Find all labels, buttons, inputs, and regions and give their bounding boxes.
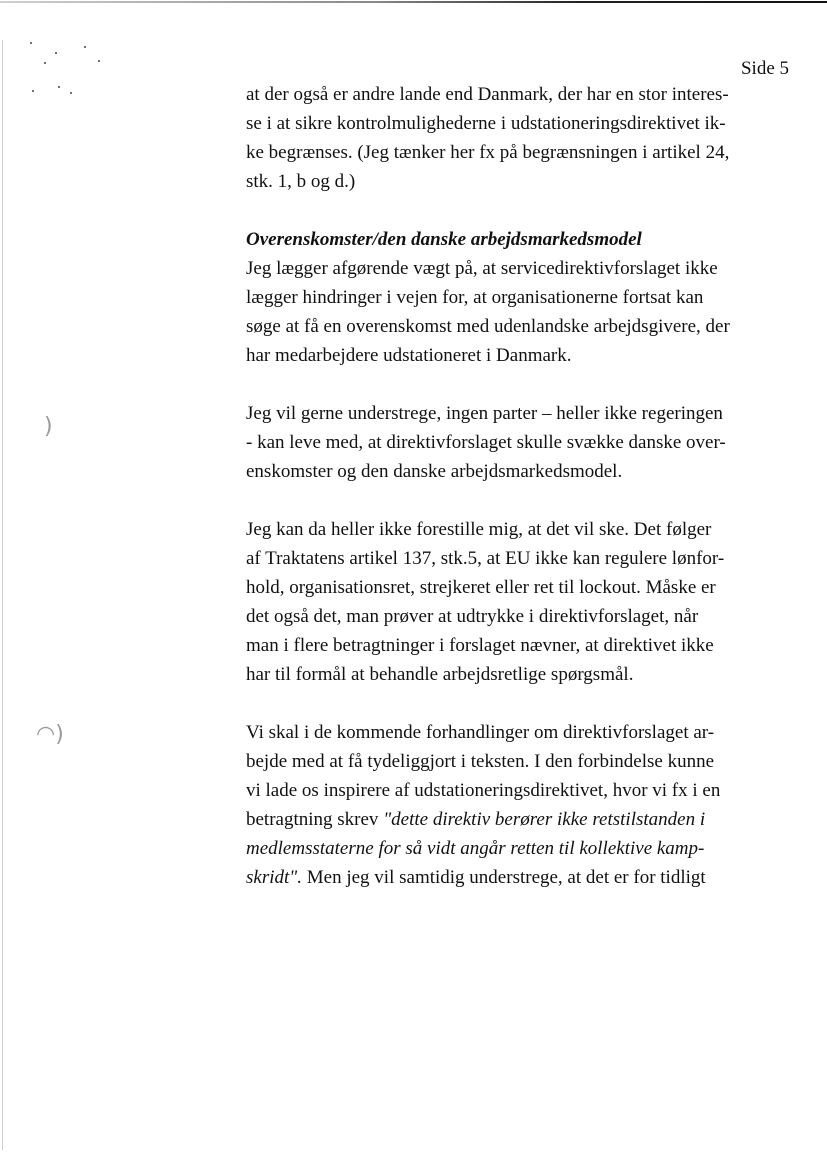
text-line: har medarbejdere udstationeret i Danmark.: [246, 345, 572, 366]
scan-speck: [30, 42, 32, 44]
document-body: [246, 80, 794, 892]
scan-speck: [70, 92, 72, 94]
scan-speck: [58, 86, 60, 88]
page-number: Side 5: [740, 58, 789, 79]
text-line: se i at sikre kontrolmulighederne i udstationeringsdirektivet ik-: [246, 113, 726, 134]
text-line: - kan leve med, at direktivforslaget skulle svække danske over-: [246, 432, 726, 453]
paragraph-gap: [246, 196, 794, 225]
paragraph-forhandlinger: [246, 718, 794, 892]
text-line: bejde med at få tydeliggjort i teksten. I den forbindelse kunne: [246, 751, 714, 772]
text-line: hold, organisationsret, strejkeret eller ret til lockout. Måske er: [246, 577, 716, 598]
text-line: at der også er andre lande end Danmark, der har en stor interes-: [246, 84, 729, 105]
paragraph-gap: [246, 689, 794, 718]
text-run: Men jeg vil samtidig understrege, at det er for tidligt: [302, 867, 706, 888]
paragraph-traktat: [246, 515, 794, 689]
scan-speck: [44, 62, 46, 64]
paragraph-gap: [246, 370, 794, 399]
scan-left-edge: [2, 40, 3, 1150]
text-line: [246, 863, 794, 892]
text-line: [246, 805, 794, 834]
paragraph-continuation: [246, 80, 794, 196]
text-line: af Traktatens artikel 137, stk.5, at EU ikke kan regulere lønfor-: [246, 548, 725, 569]
text-line: Jeg kan da heller ikke forestille mig, at det vil ske. Det følger: [246, 519, 712, 540]
punch-hole-mark: ): [44, 414, 53, 439]
text-line: har til formål at behandle arbejdsretlige spørgsmål.: [246, 664, 634, 685]
quoted-text: medlemsstaterne for så vidt angår retten til kollektive kamp-: [246, 838, 705, 859]
text-run: betragtning skrev: [246, 809, 384, 830]
text-line: Jeg vil gerne understrege, ingen parter – heller ikke regeringen: [246, 403, 723, 424]
quoted-text: skridt".: [246, 867, 303, 888]
scan-speck: [98, 60, 100, 62]
section-overenskomster: [246, 225, 794, 370]
scan-speck: [32, 90, 34, 92]
scan-speck: [84, 46, 86, 48]
section-heading: Overenskomster/den danske arbejdsmarkedsmodel: [246, 229, 642, 250]
text-line: Jeg lægger afgørende vægt på, at servicedirektivforslaget ikke: [246, 258, 718, 279]
quoted-text: "dette direktiv berører ikke retstilstanden i: [383, 809, 706, 830]
text-line: søge at få en overenskomst med udenlandske arbejdsgivere, der: [246, 316, 730, 337]
text-line: ke begrænses. (Jeg tænker her fx på begrænsningen i artikel 24,: [246, 142, 730, 163]
text-line: man i flere betragtninger i forslaget nævner, at direktivet ikke: [246, 635, 714, 656]
text-line: Vi skal i de kommende forhandlinger om direktivforslaget ar-: [246, 722, 715, 743]
text-line: enskomster og den danske arbejdsmarkedsmodel.: [246, 461, 623, 482]
text-line: vi lade os inspirere af udstationeringsdirektivet, hvor vi fx i en: [246, 780, 721, 801]
punch-hole-mark: ◠): [36, 722, 64, 747]
paragraph-gap: [246, 486, 794, 515]
scan-speck: [55, 52, 57, 54]
text-line: lægger hindringer i vejen for, at organisationerne fortsat kan: [246, 287, 704, 308]
text-line: stk. 1, b og d.): [246, 171, 356, 192]
text-line: [246, 834, 794, 863]
text-line: det også det, man prøver at udtrykke i direktivforslaget, når: [246, 606, 699, 627]
paragraph-understrege: [246, 399, 794, 486]
scan-top-edge: [0, 1, 827, 3]
